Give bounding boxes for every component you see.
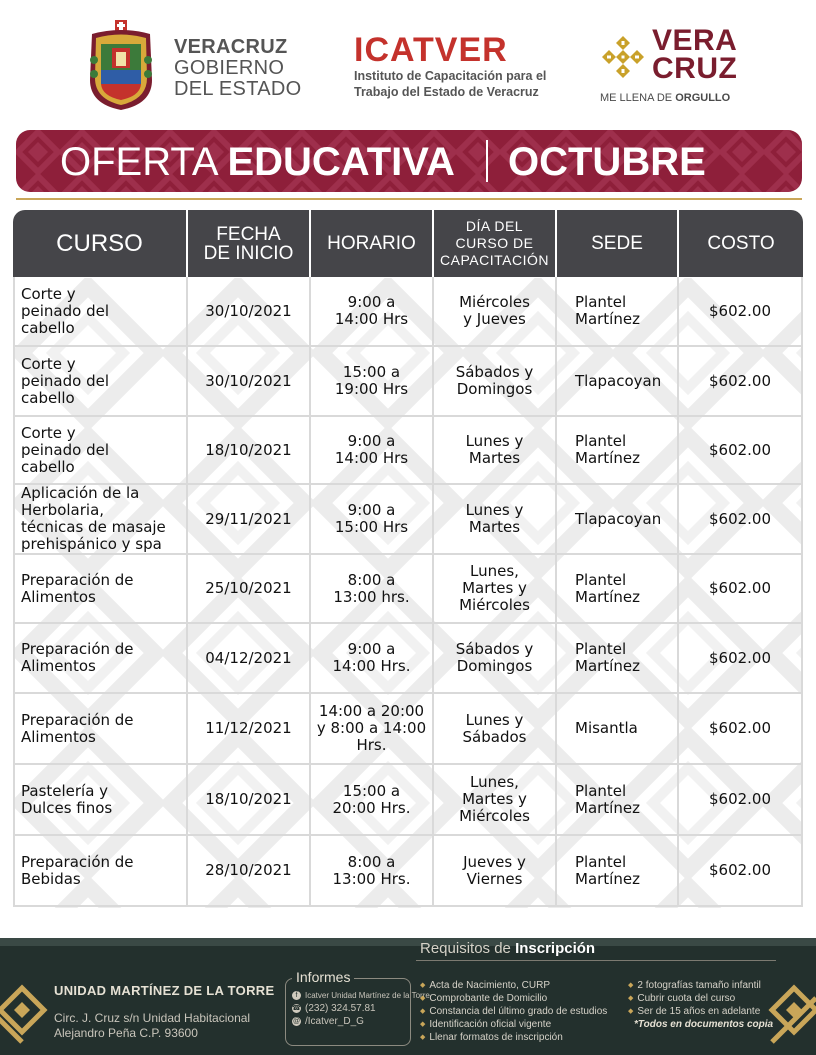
cell-line: 15:00 Hrs: [334, 518, 409, 536]
cell-line: Lunes y: [465, 432, 524, 450]
cell-line: cabello: [21, 388, 75, 407]
start-date-cell: 28/10/2021: [188, 836, 311, 907]
cell-line: Alimentos: [21, 657, 96, 675]
cell-line: 14:00 Hrs: [334, 310, 409, 328]
schedule-cell: [311, 765, 434, 836]
cell-line: Martínez: [575, 798, 640, 817]
cell-line: Miércoles: [459, 807, 530, 825]
cell-line: 19:00 Hrs: [334, 380, 409, 398]
cell-line: Martínez: [575, 310, 640, 328]
cost-cell: $602.00: [679, 694, 803, 765]
cost-cell: $602.00: [679, 555, 803, 624]
cell-line: Preparación de: [21, 640, 134, 658]
cell-line: Tlapacoyan: [575, 371, 662, 390]
days-cell: [434, 836, 557, 907]
cell-line: y 8:00 a 14:00: [316, 719, 427, 737]
schedule-cell: [311, 417, 434, 485]
days-cell: [434, 765, 557, 836]
cell-line: 8:00 a: [347, 570, 396, 589]
cell-line: Sábados y: [455, 363, 534, 381]
address-line-1: Circ. J. Cruz s/n Unidad Habitacional: [54, 1011, 251, 1025]
cell-line: peinado del: [21, 301, 110, 320]
page-footer: [0, 938, 816, 1055]
start-date-cell: 18/10/2021: [188, 765, 311, 836]
facebook-icon: f: [292, 991, 301, 1000]
cell-line: 9:00 a: [347, 432, 396, 450]
cell-line: prehispánico y spa: [21, 535, 162, 553]
contact-title: Informes: [292, 969, 354, 985]
phone-contact[interactable]: [292, 1003, 376, 1014]
cell-line: Aplicación de la: [21, 484, 140, 502]
requirement-item: ◆ Identificación oficial vigente: [420, 1018, 607, 1031]
cell-line: Misantla: [575, 719, 638, 737]
banner-underline: [16, 198, 802, 200]
requirements-title-bold: Inscripción: [515, 940, 596, 957]
cell-line: Lunes,: [470, 562, 519, 580]
cell-line: Herbolaria,: [21, 501, 105, 519]
cell-line: Alimentos: [21, 727, 96, 746]
banner-month: OCTUBRE: [508, 140, 706, 184]
banner-divider: [486, 140, 488, 182]
icatver-subtitle-2: Trabajo del Estado de Veracruz: [354, 85, 539, 99]
header-fecha-1: FECHA: [216, 223, 281, 245]
header-fecha: [188, 210, 311, 277]
cell-line: 8:00 a: [347, 852, 396, 871]
requirements-list-1: [420, 979, 607, 1044]
banner-title: [60, 140, 455, 184]
requirement-item: ◆ Llenar formatos de inscripción: [420, 1031, 607, 1044]
cell-line: Miércoles: [459, 596, 530, 614]
cell-line: cabello: [21, 318, 75, 337]
header-horario: HORARIO: [311, 210, 434, 277]
cell-line: 15:00 a: [342, 363, 401, 381]
cell-line: Lunes y: [465, 710, 524, 729]
cell-line: Plantel: [575, 293, 627, 311]
cost-cell: $602.00: [679, 624, 803, 694]
course-name-cell: [13, 624, 188, 694]
header-sede: SEDE: [557, 210, 679, 277]
start-date-cell: 18/10/2021: [188, 417, 311, 485]
icatver-subtitle-1: Instituto de Capacitación para el: [354, 69, 547, 83]
cost-cell: $602.00: [679, 347, 803, 417]
schedule-cell: [311, 555, 434, 624]
start-date-cell: 11/12/2021: [188, 694, 311, 765]
table-row: [13, 694, 803, 765]
location-cell: [557, 417, 679, 485]
days-cell: [434, 485, 557, 555]
veracruz-knot-icon: [600, 34, 646, 80]
course-name-cell: [13, 694, 188, 765]
cell-line: 20:00 Hrs.: [332, 798, 411, 817]
schedule-cell: [311, 485, 434, 555]
header-dia-2: CURSO DE: [455, 235, 534, 251]
header-dia-3: CAPACITACIÓN: [440, 252, 549, 268]
start-date-cell: 30/10/2021: [188, 347, 311, 417]
requirement-item: ◆ Constancia del último grado de estudios: [420, 1005, 607, 1018]
location-cell: [557, 836, 679, 907]
requirements-title-plain: Requisitos de: [420, 940, 511, 957]
cell-line: 15:00 a: [342, 781, 401, 800]
course-name-cell: [13, 417, 188, 485]
days-cell: [434, 277, 557, 347]
cell-line: Corte y: [21, 284, 76, 303]
requirements-title: [420, 940, 595, 957]
tagline-plain: ME LLENA DE: [600, 92, 673, 104]
table-header-row: [13, 210, 803, 277]
unit-name: UNIDAD MARTÍNEZ DE LA TORRE: [54, 983, 275, 998]
header-fecha-2: DE INICIO: [203, 242, 294, 264]
cell-line: Martes: [468, 518, 521, 536]
location-cell: [557, 765, 679, 836]
gov-line-1: VERACRUZ: [174, 36, 288, 58]
cell-line: Martes: [468, 449, 521, 467]
cell-line: Martínez: [575, 657, 640, 675]
cost-cell: $602.00: [679, 765, 803, 836]
icatver-logo: [354, 32, 546, 100]
requirement-item: ◆ Acta de Nacimiento, CURP: [420, 979, 607, 992]
table-row: [13, 417, 803, 485]
cell-line: Preparación de: [21, 710, 134, 729]
cell-line: y Jueves: [463, 310, 526, 328]
location-cell: [557, 485, 679, 555]
requirement-item: ◆ 2 fotografías tamaño infantil: [628, 979, 773, 992]
schedule-cell: [311, 277, 434, 347]
requirements-divider: [416, 960, 776, 961]
cost-cell: $602.00: [679, 836, 803, 907]
start-date-cell: 25/10/2021: [188, 555, 311, 624]
cell-line: 14:00 Hrs: [334, 449, 409, 467]
location-cell: [557, 694, 679, 765]
location-cell: [557, 277, 679, 347]
page-header: [0, 0, 816, 122]
icatver-name: ICATVER: [354, 31, 508, 69]
table-row: [13, 765, 803, 836]
cell-line: Viernes: [466, 869, 523, 888]
start-date-cell: 30/10/2021: [188, 277, 311, 347]
title-banner: [16, 130, 802, 192]
schedule-cell: [311, 624, 434, 694]
course-name-cell: [13, 555, 188, 624]
banner-title-bold: EDUCATIVA: [227, 140, 455, 184]
cell-line: Martínez: [575, 449, 640, 467]
location-cell: [557, 347, 679, 417]
cell-line: 13:00 Hrs.: [332, 869, 411, 888]
cell-line: peinado del: [21, 440, 110, 459]
veracruz-brand-logo: [600, 26, 740, 106]
schedule-cell: [311, 694, 434, 765]
schedule-cell: [311, 347, 434, 417]
cell-line: peinado del: [21, 371, 110, 390]
social-icon: @: [292, 1017, 301, 1025]
cell-line: Domingos: [456, 657, 533, 675]
days-cell: [434, 347, 557, 417]
start-date-cell: 29/11/2021: [188, 485, 311, 555]
veracruz-coat-of-arms-icon: [82, 20, 160, 112]
cost-cell: $602.00: [679, 417, 803, 485]
cell-line: Martínez: [575, 587, 640, 606]
cell-line: Miércoles: [459, 293, 530, 311]
course-table-container: [13, 210, 803, 908]
days-cell: [434, 624, 557, 694]
course-name-cell: [13, 277, 188, 347]
facebook-contact[interactable]: [292, 991, 430, 1000]
cost-cell: $602.00: [679, 277, 803, 347]
cell-line: técnicas de masaje: [21, 518, 166, 536]
veracruz-tagline: [600, 92, 730, 104]
cell-line: Domingos: [456, 380, 533, 398]
cell-line: Plantel: [575, 640, 627, 658]
requirement-item: ◆ Comprobante de Domicilio: [420, 992, 607, 1005]
cell-line: Plantel: [575, 781, 627, 800]
social-contact[interactable]: [292, 1016, 364, 1027]
cell-line: Lunes y: [465, 501, 524, 519]
cell-line: Martínez: [575, 869, 640, 888]
requirement-item: ◆ Ser de 15 años en adelante: [628, 1005, 773, 1018]
header-costo: COSTO: [679, 210, 803, 277]
cell-line: 9:00 a: [347, 293, 396, 311]
cell-line: Preparación de: [21, 852, 134, 871]
cell-line: Corte y: [21, 423, 76, 442]
days-cell: [434, 694, 557, 765]
cell-line: 9:00 a: [347, 501, 396, 519]
tagline-bold: ORGULLO: [675, 92, 731, 104]
cell-line: Plantel: [575, 852, 627, 871]
cell-line: Jueves y: [463, 852, 526, 871]
course-name-cell: [13, 485, 188, 555]
cell-line: Alimentos: [21, 587, 96, 606]
cell-line: 13:00 hrs.: [333, 587, 410, 606]
cell-line: Lunes,: [470, 773, 519, 791]
start-date-cell: 04/12/2021: [188, 624, 311, 694]
table-row: [13, 485, 803, 555]
table-row: [13, 624, 803, 694]
course-name-cell: [13, 765, 188, 836]
schedule-cell: [311, 836, 434, 907]
social-text: /Icatver_D_G: [305, 1016, 364, 1027]
cell-line: Martes y: [462, 790, 527, 808]
gov-line-2: GOBIERNO: [174, 57, 285, 79]
requirements-list-2: [628, 979, 773, 1031]
cell-line: Plantel: [575, 432, 627, 450]
banner-title-light: OFERTA: [60, 140, 217, 184]
header-dia: [434, 210, 557, 277]
phone-text: (232) 324.57.81: [305, 1003, 376, 1014]
table-row: [13, 555, 803, 624]
table-row: [13, 277, 803, 347]
cell-line: Bebidas: [21, 869, 81, 888]
course-table: [13, 210, 803, 907]
requirement-item: ◆ Cubrir cuota del curso: [628, 992, 773, 1005]
cell-line: Sábados y: [455, 640, 534, 658]
veracruz-government-name: [174, 37, 301, 100]
table-row: [13, 347, 803, 417]
location-cell: [557, 555, 679, 624]
gov-line-3: DEL ESTADO: [174, 78, 302, 100]
days-cell: [434, 417, 557, 485]
course-name-cell: [13, 347, 188, 417]
cell-line: Plantel: [575, 570, 627, 589]
location-cell: [557, 624, 679, 694]
cell-line: Hrs.: [356, 736, 387, 754]
cell-line: Corte y: [21, 354, 76, 373]
header-curso: CURSO: [13, 210, 188, 277]
cell-line: Martes y: [462, 579, 527, 597]
address-line-2: Alejandro Peña C.P. 93600: [54, 1026, 198, 1040]
cell-line: Tlapacoyan: [575, 509, 662, 528]
requirements-note: *Todos en documentos copia: [634, 1019, 774, 1030]
header-dia-1: DÍA DEL: [465, 218, 524, 234]
cost-cell: $602.00: [679, 485, 803, 555]
days-cell: [434, 555, 557, 624]
facebook-text: Icatver Unidad Martínez de la Torre: [305, 991, 430, 1000]
cell-line: Dulces finos: [21, 798, 113, 817]
cell-line: Pastelería y: [21, 781, 109, 800]
course-name-cell: [13, 836, 188, 907]
cruz-word: CRUZ: [652, 52, 738, 85]
phone-icon: ☎: [292, 1004, 301, 1012]
cell-line: Sábados: [462, 727, 527, 746]
vera-word: VERA: [652, 24, 738, 57]
cell-line: Preparación de: [21, 570, 134, 589]
cell-line: cabello: [21, 457, 75, 476]
cell-line: 9:00 a: [347, 640, 396, 658]
table-row: [13, 836, 803, 907]
cell-line: 14:00 Hrs.: [332, 657, 411, 675]
cell-line: 14:00 a 20:00: [318, 702, 425, 720]
